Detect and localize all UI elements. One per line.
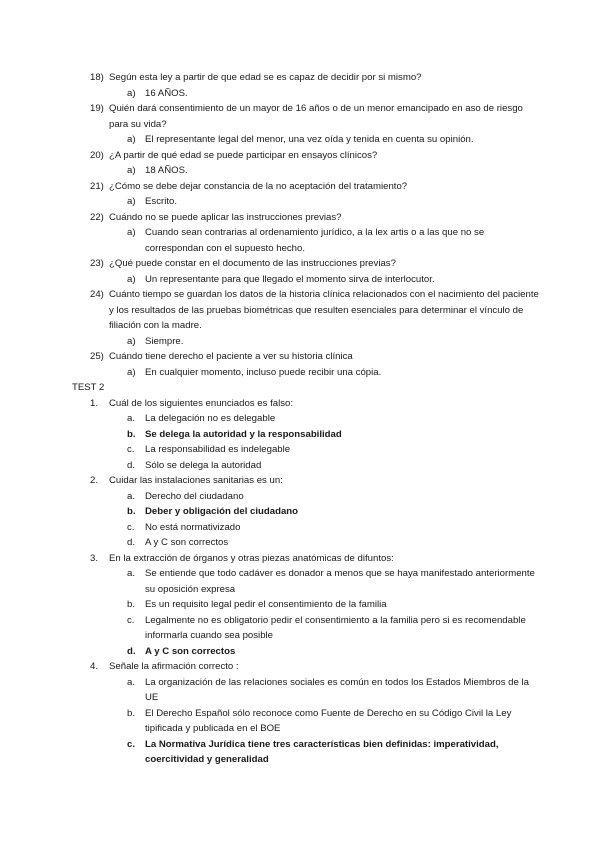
question-list-test2 (0, 396, 600, 768)
answer-text: 18 AÑOS. (145, 165, 188, 176)
answer-correct (0, 737, 600, 768)
answer-text: Es un requisito legal pedir el consentimiento de la familia (145, 599, 387, 610)
question-number: 3. (90, 552, 99, 564)
question (0, 287, 600, 334)
answer-letter: a) (127, 366, 136, 378)
answer-text: Legalmente no es obligatorio pedir el consentimiento a la familia pero si es recomendable informarla cuando sea posible (145, 614, 526, 641)
question-number: 4. (90, 661, 99, 672)
answer (0, 566, 600, 597)
document-page (0, 70, 600, 768)
answer-letter: a. (127, 676, 136, 688)
answer-text: Siempre. (145, 335, 184, 347)
answer-text: Derecho del ciudadano (145, 490, 244, 502)
question-number: 21) (90, 180, 104, 192)
answer-letter: c. (127, 444, 135, 455)
answer-letter: a) (127, 134, 136, 145)
question (0, 101, 600, 132)
answer-text: Se entiende que todo cadáver es donador a menos que se haya manifestado anteriormente su oposición expresa (145, 568, 535, 595)
question-text: Quién dará consentimiento de un mayor de 16 años o de un menor emancipado en aso de riesgo para su vida? (109, 103, 523, 130)
answer-text: A y C son correctos (145, 537, 229, 548)
answer-text: No está normativizado (145, 521, 241, 533)
answer-text: La Normativa Jurídica tiene tres características bien definidas: imperatividad, coercitividad y generalidad (145, 738, 499, 765)
question (0, 148, 600, 164)
answer-letter: b. (127, 707, 136, 719)
question (0, 179, 600, 195)
answer-letter: d. (127, 459, 136, 471)
answer-text: La delegación no es delegable (145, 413, 276, 424)
question (0, 551, 600, 567)
question-text: Cuándo no se puede aplicar las instrucciones previas? (109, 211, 342, 223)
answer-text: Escrito. (145, 196, 177, 207)
answer (0, 535, 600, 551)
answer (0, 442, 600, 458)
question-text: ¿A partir de qué edad se puede participar en ensayos clínicos? (109, 149, 378, 161)
answer-letter: a) (127, 196, 136, 207)
answer-letter: a) (127, 273, 136, 285)
answer-correct (0, 504, 600, 520)
answer (0, 86, 600, 102)
answer (0, 411, 600, 427)
answer-text: Deber y obligación del ciudadano (145, 506, 298, 517)
answer-letter: d. (127, 537, 136, 548)
answer (0, 458, 600, 474)
answer-letter: a. (127, 568, 136, 579)
question-number: 18) (90, 72, 104, 83)
answer-letter: a. (127, 490, 136, 502)
question (0, 396, 600, 412)
answer-letter: a. (127, 413, 136, 424)
answer-correct (0, 427, 600, 443)
answer (0, 520, 600, 536)
question-number: 23) (90, 258, 104, 269)
answer (0, 489, 600, 505)
answer (0, 225, 600, 256)
question-number: 22) (90, 211, 104, 223)
question-text: Cuidar las instalaciones sanitarias es un: (109, 475, 283, 486)
question-text: Cuál de los siguientes enunciados es falso: (109, 397, 293, 409)
question-text: Señale la afirmación correcto : (109, 661, 239, 672)
question-item (0, 70, 600, 101)
answer-text: 16 AÑOS. (145, 87, 188, 99)
question (0, 256, 600, 272)
question-item (0, 210, 600, 257)
question-item (0, 659, 600, 768)
answer-letter: b. (127, 599, 136, 610)
answer-text: El Derecho Español sólo reconoce como Fuente de Derecho en su Código Civil la Ley tipificada y publicada en el BOE (145, 707, 512, 734)
answer (0, 675, 600, 706)
answer-letter: c. (127, 738, 136, 750)
answer-letter: c. (127, 521, 135, 533)
question-item (0, 396, 600, 474)
question-text: En la extracción de órganos y otras piezas anatómicas de difuntos: (109, 552, 394, 564)
answer (0, 194, 600, 210)
question-item (0, 148, 600, 179)
answer-letter: a) (127, 335, 136, 347)
answer (0, 272, 600, 288)
question (0, 473, 600, 489)
question-number: 24) (90, 289, 104, 300)
question (0, 659, 600, 675)
answer (0, 132, 600, 148)
question-item (0, 349, 600, 380)
answer-text: Cuando sean contrarias al ordenamiento jurídico, a la lex artis o a las que no se correspondan con el supuesto hecho. (145, 227, 485, 254)
answer-text: La organización de las relaciones sociales es común en todos los Estados Miembros de la UE (145, 676, 529, 703)
question (0, 210, 600, 226)
question-item (0, 179, 600, 210)
answer (0, 334, 600, 350)
answer-letter: a) (127, 87, 136, 99)
section-heading: TEST 2 (72, 382, 105, 393)
question-item (0, 473, 600, 551)
answer-letter: a) (127, 227, 136, 238)
answer-text: Se delega la autoridad y la responsabilidad (145, 428, 342, 440)
question (0, 349, 600, 365)
answer-letter: a) (127, 165, 136, 176)
answer (0, 597, 600, 613)
question-text: Cuándo tiene derecho el paciente a ver su historia clínica (109, 351, 353, 362)
answer-text: Sólo se delega la autoridad (145, 459, 262, 471)
question-number: 1. (90, 397, 99, 409)
answer-text: A y C son correctos (145, 645, 236, 657)
question-text: Según esta ley a partir de que edad se es capaz de decidir por si mismo? (109, 72, 422, 83)
question-text: Cuánto tiempo se guardan los datos de la historia clínica relacionados con el nacimiento del paciente y los resultados de las pruebas biométricas que resulten esenciales para determinar el vínculo de filiación con la madre. (109, 289, 539, 331)
answer (0, 613, 600, 644)
answer-text: Un representante para que llegado el momento sirva de interlocutor. (145, 273, 435, 285)
answer (0, 163, 600, 179)
answer-letter: c. (127, 614, 135, 626)
answer (0, 365, 600, 381)
question-text: ¿Qué puede constar en el documento de las instrucciones previas? (109, 258, 396, 269)
answer-text: En cualquier momento, incluso puede recibir una cópia. (145, 366, 382, 378)
answer-correct (0, 644, 600, 660)
question-text: ¿Cómo se debe dejar constancia de la no aceptación del tratamiento? (109, 180, 408, 192)
answer-text: La responsabilidad es indelegable (145, 444, 291, 455)
question-item (0, 101, 600, 148)
question-number: 20) (90, 149, 104, 161)
question-item (0, 551, 600, 660)
question-list-part1 (0, 70, 600, 380)
question (0, 70, 600, 86)
answer-letter: b. (127, 428, 136, 440)
question-number: 19) (90, 103, 104, 114)
question-number: 25) (90, 351, 104, 362)
question-number: 2. (90, 475, 99, 486)
question-item (0, 287, 600, 349)
question-item (0, 256, 600, 287)
answer (0, 706, 600, 737)
answer-letter: d. (127, 645, 136, 657)
answer-text: El representante legal del menor, una vez oída y tenida en cuenta su opinión. (145, 134, 474, 145)
answer-letter: b. (127, 506, 136, 517)
